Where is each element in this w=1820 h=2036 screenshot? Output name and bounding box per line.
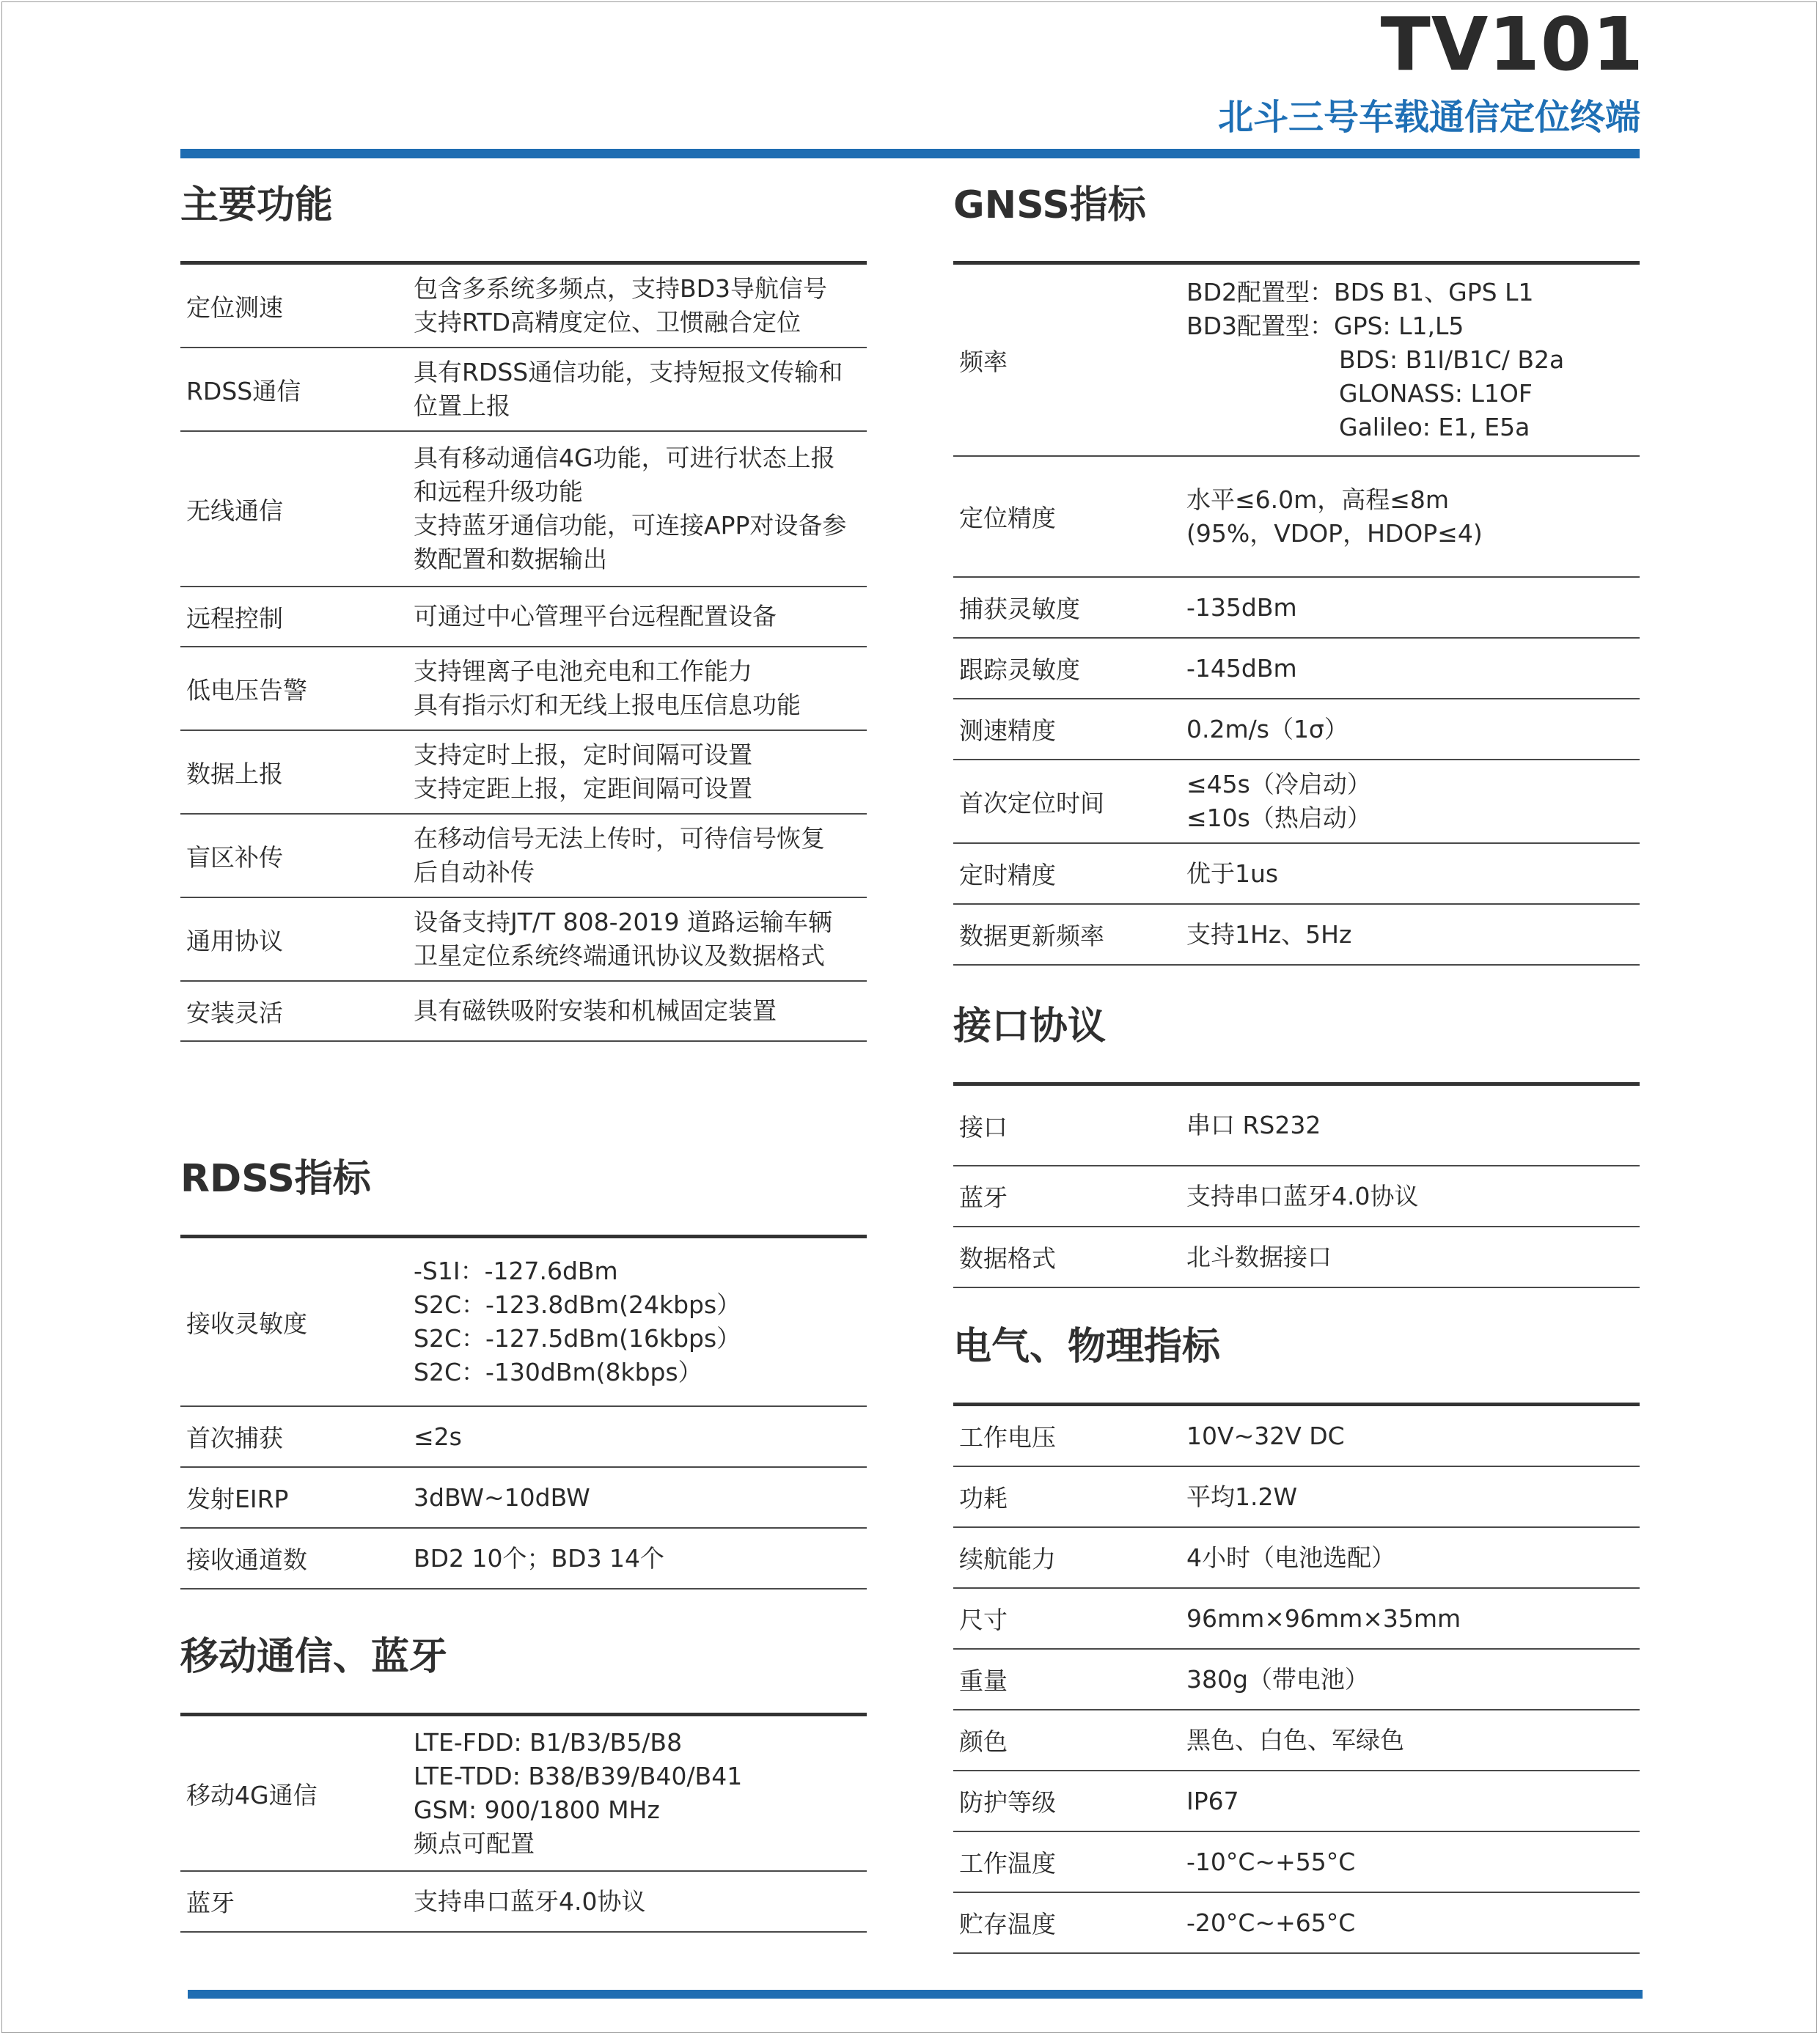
value-line: S2C：-130dBm(8kbps） <box>414 1358 702 1386</box>
row-value <box>414 1542 867 1576</box>
section-title: RDSS指标 <box>180 1157 371 1201</box>
row-label: 贮存温度 <box>959 1910 1056 1938</box>
row-label: 发射EIRP <box>186 1485 289 1513</box>
value-line: 后自动补传 <box>414 858 535 886</box>
row-value <box>414 905 867 973</box>
value-line: Galileo: E1, E5a <box>1339 413 1530 441</box>
value-line: (95%，VDOP，HDOP≤4) <box>1186 518 1483 548</box>
section-title: 主要功能 <box>180 183 334 227</box>
value-line: 支持串口蓝牙4.0协议 <box>414 1886 646 1916</box>
product-model: TV101 <box>1380 1 1644 87</box>
row-label: 移动4G通信 <box>186 1780 318 1809</box>
row-label: 捕获灵敏度 <box>959 595 1080 623</box>
table-row <box>180 1468 867 1529</box>
row-label: 频率 <box>959 347 1008 376</box>
value-line: 位置上报 <box>414 392 510 420</box>
row-value <box>1186 652 1640 686</box>
row-value <box>414 1885 867 1919</box>
row-label: 接收通道数 <box>186 1546 307 1574</box>
value-line: 水平≤6.0m，高程≤8m <box>1186 485 1450 514</box>
value-line: 支持蓝牙通信功能，可连接APP对设备参 <box>414 511 847 540</box>
row-label: 无线通信 <box>186 496 283 525</box>
value-line: 0.2m/s（1σ） <box>1186 714 1349 743</box>
section-main-functions <box>180 176 867 1042</box>
value-line: 10V~32V DC <box>1186 1421 1345 1450</box>
header-divider <box>180 149 1640 158</box>
table-row <box>953 905 1640 966</box>
table-row <box>953 1650 1640 1710</box>
value-line: 3dBW~10dBW <box>414 1482 590 1512</box>
value-line: 包含多系统多频点，支持BD3导航信号 <box>414 274 828 303</box>
row-label: 防护等级 <box>959 1788 1056 1817</box>
table-row <box>180 731 867 815</box>
row-value <box>1186 483 1640 551</box>
row-label: RDSS通信 <box>186 376 301 405</box>
table-row <box>953 1710 1640 1771</box>
table-row <box>953 760 1640 844</box>
table-row <box>953 1467 1640 1528</box>
table-row <box>953 457 1640 578</box>
table-row <box>953 844 1640 905</box>
value-line: ≤45s（冷启动） <box>1186 770 1371 798</box>
value-line: 具有移动通信4G功能，可进行状态上报 <box>414 444 835 472</box>
table-row <box>953 1832 1640 1893</box>
value-line: S2C：-127.5dBm(16kbps） <box>414 1324 741 1353</box>
row-value <box>1186 591 1640 625</box>
table-row <box>953 1086 1640 1166</box>
row-label: 数据更新频率 <box>959 922 1104 950</box>
value-line: LTE-FDD: B1/B3/B5/B8 <box>414 1728 683 1757</box>
row-value <box>1186 857 1640 891</box>
value-line: BD3配置型：GPS: L1,L5 <box>1186 312 1464 340</box>
row-label: 测速精度 <box>959 716 1056 745</box>
table-row <box>180 587 867 647</box>
row-value <box>1186 1541 1640 1575</box>
row-label: 重量 <box>959 1666 1008 1695</box>
row-value <box>1186 1419 1640 1453</box>
table-row <box>180 898 867 982</box>
value-line: 平均1.2W <box>1186 1482 1298 1511</box>
table-row <box>180 1529 867 1590</box>
row-value <box>414 600 867 633</box>
value-line: 具有磁铁吸附安装和机械固定装置 <box>414 996 777 1025</box>
row-label: 通用协议 <box>186 926 283 955</box>
table-row <box>953 1589 1640 1650</box>
row-value <box>414 441 867 576</box>
row-label: 工作电压 <box>959 1423 1056 1452</box>
footer-divider <box>188 1990 1643 1999</box>
section-interface <box>953 997 1640 1288</box>
row-label: 定位测速 <box>186 293 283 322</box>
row-value <box>1186 1785 1640 1818</box>
value-line: 具有指示灯和无线上报电压信息功能 <box>414 691 801 719</box>
section-title: GNSS指标 <box>953 183 1146 227</box>
section-rdss <box>180 1150 867 1590</box>
row-label: 功耗 <box>959 1484 1008 1513</box>
table-row <box>953 1893 1640 1954</box>
spec-table <box>953 265 1640 966</box>
value-line: LTE-TDD: B38/B39/B40/B41 <box>414 1762 743 1790</box>
spec-table <box>180 265 867 1042</box>
row-value <box>414 994 867 1028</box>
value-line: BD2配置型：BDS B1、GPS L1 <box>1186 278 1534 306</box>
section-gnss <box>953 176 1640 966</box>
table-row <box>953 1406 1640 1467</box>
value-line: -135dBm <box>1186 592 1297 622</box>
row-value <box>414 356 867 423</box>
spec-table <box>953 1086 1640 1288</box>
spec-table <box>180 1238 867 1590</box>
value-line: IP67 <box>1186 1786 1239 1815</box>
row-label: 首次捕获 <box>186 1424 283 1452</box>
table-row <box>180 1238 867 1407</box>
row-value <box>414 655 867 722</box>
value-line: -S1I：-127.6dBm <box>414 1257 618 1285</box>
row-value <box>414 272 867 339</box>
value-line: 具有RDSS通信功能，支持短报文传输和 <box>414 358 843 386</box>
row-value <box>414 1420 867 1454</box>
row-value <box>414 738 867 806</box>
table-row <box>953 1227 1640 1288</box>
row-value <box>1186 1241 1640 1274</box>
section-mobile <box>180 1628 867 1933</box>
value-line: GSM: 900/1800 MHz <box>414 1796 660 1824</box>
table-row <box>180 815 867 898</box>
value-line: 支持RTD高精度定位、卫惯融合定位 <box>414 308 801 337</box>
row-value <box>1186 768 1640 835</box>
value-line: 优于1us <box>1186 859 1279 888</box>
row-value <box>414 1726 867 1861</box>
table-row <box>180 265 867 348</box>
value-line: ≤10s（热启动） <box>1186 804 1371 832</box>
row-label: 接收灵敏度 <box>186 1309 307 1338</box>
row-label: 蓝牙 <box>186 1889 235 1917</box>
row-value <box>1186 1109 1640 1142</box>
value-line: 可通过中心管理平台远程配置设备 <box>414 602 777 631</box>
row-label: 盲区补传 <box>186 842 283 872</box>
table-row <box>953 265 1640 457</box>
table-row <box>180 647 867 731</box>
row-value <box>1186 1180 1640 1213</box>
row-value <box>414 1254 867 1389</box>
value-line: -10°C~+55°C <box>1186 1847 1356 1876</box>
value-line: BDS: B1I/B1C/ B2a <box>1339 345 1565 374</box>
row-label: 低电压告警 <box>186 675 307 705</box>
table-row <box>180 432 867 587</box>
row-label: 工作温度 <box>959 1849 1056 1878</box>
value-line: S2C：-123.8dBm(24kbps） <box>414 1290 741 1319</box>
row-label: 远程控制 <box>186 603 283 633</box>
row-value <box>1186 1602 1640 1636</box>
row-value <box>1186 918 1640 952</box>
row-label: 安装灵活 <box>186 998 283 1027</box>
row-label: 颜色 <box>959 1727 1008 1756</box>
row-label: 数据上报 <box>186 759 283 788</box>
row-label: 定位精度 <box>959 504 1056 532</box>
value-line: 支持串口蓝牙4.0协议 <box>1186 1181 1419 1210</box>
row-label: 数据格式 <box>959 1244 1056 1273</box>
value-line: 4小时（电池选配） <box>1186 1543 1395 1572</box>
table-row <box>953 578 1640 639</box>
table-row <box>180 1716 867 1872</box>
row-value <box>1186 713 1640 746</box>
row-value <box>1186 1906 1640 1940</box>
value-line: 串口 RS232 <box>1186 1111 1321 1139</box>
value-line: -20°C~+65°C <box>1186 1908 1356 1937</box>
value-line: 卫星定位系统终端通讯协议及数据格式 <box>414 941 825 970</box>
spec-table <box>180 1716 867 1933</box>
row-value <box>414 822 867 889</box>
row-label: 首次定位时间 <box>959 788 1104 817</box>
value-line: 设备支持JT/T 808-2019 道路运输车辆 <box>414 908 833 936</box>
value-line: 黑色、白色、军绿色 <box>1186 1725 1404 1754</box>
value-line: 支持1Hz、5Hz <box>1186 919 1352 949</box>
value-line: 和远程升级功能 <box>414 477 583 506</box>
row-value <box>414 1481 867 1515</box>
row-value <box>1186 1480 1640 1514</box>
value-line: 96mm×96mm×35mm <box>1186 1603 1461 1633</box>
table-row <box>953 699 1640 760</box>
section-physical <box>953 1317 1640 1954</box>
value-line: 380g（带电池） <box>1186 1664 1369 1694</box>
table-row <box>953 1528 1640 1589</box>
row-value <box>1186 1663 1640 1697</box>
value-line: 数配置和数据输出 <box>414 545 607 573</box>
table-row <box>180 348 867 432</box>
product-subtitle: 北斗三号车载通信定位终端 <box>1217 97 1640 138</box>
table-row <box>953 639 1640 699</box>
row-label: 定时精度 <box>959 861 1056 889</box>
spec-table <box>953 1406 1640 1954</box>
row-label: 接口 <box>959 1112 1008 1142</box>
section-title: 移动通信、蓝牙 <box>180 1635 448 1679</box>
table-row <box>180 982 867 1042</box>
value-line: 频点可配置 <box>414 1829 535 1858</box>
row-value <box>1186 1845 1640 1879</box>
value-line: GLONASS: L1OF <box>1339 379 1533 408</box>
row-value <box>1186 1724 1640 1757</box>
row-value <box>1186 276 1640 444</box>
value-line: 支持定时上报，定时间隔可设置 <box>414 740 752 769</box>
value-line: 支持定距上报，定距间隔可设置 <box>414 774 752 803</box>
section-title: 接口协议 <box>953 1004 1107 1048</box>
value-line: -145dBm <box>1186 653 1297 683</box>
table-row <box>953 1166 1640 1227</box>
value-line: 在移动信号无法上传时，可待信号恢复 <box>414 824 825 853</box>
table-row <box>180 1872 867 1933</box>
row-label: 尺寸 <box>959 1606 1008 1634</box>
row-label: 蓝牙 <box>959 1183 1008 1212</box>
value-line: 支持锂离子电池充电和工作能力 <box>414 657 752 686</box>
value-line: BD2 10个；BD3 14个 <box>414 1543 665 1573</box>
row-label: 续航能力 <box>959 1545 1056 1573</box>
table-row <box>953 1771 1640 1832</box>
row-label: 跟踪灵敏度 <box>959 655 1080 684</box>
table-row <box>180 1407 867 1468</box>
section-title: 电气、物理指标 <box>953 1325 1221 1369</box>
value-line: 北斗数据接口 <box>1186 1242 1332 1271</box>
value-line: ≤2s <box>414 1422 462 1451</box>
